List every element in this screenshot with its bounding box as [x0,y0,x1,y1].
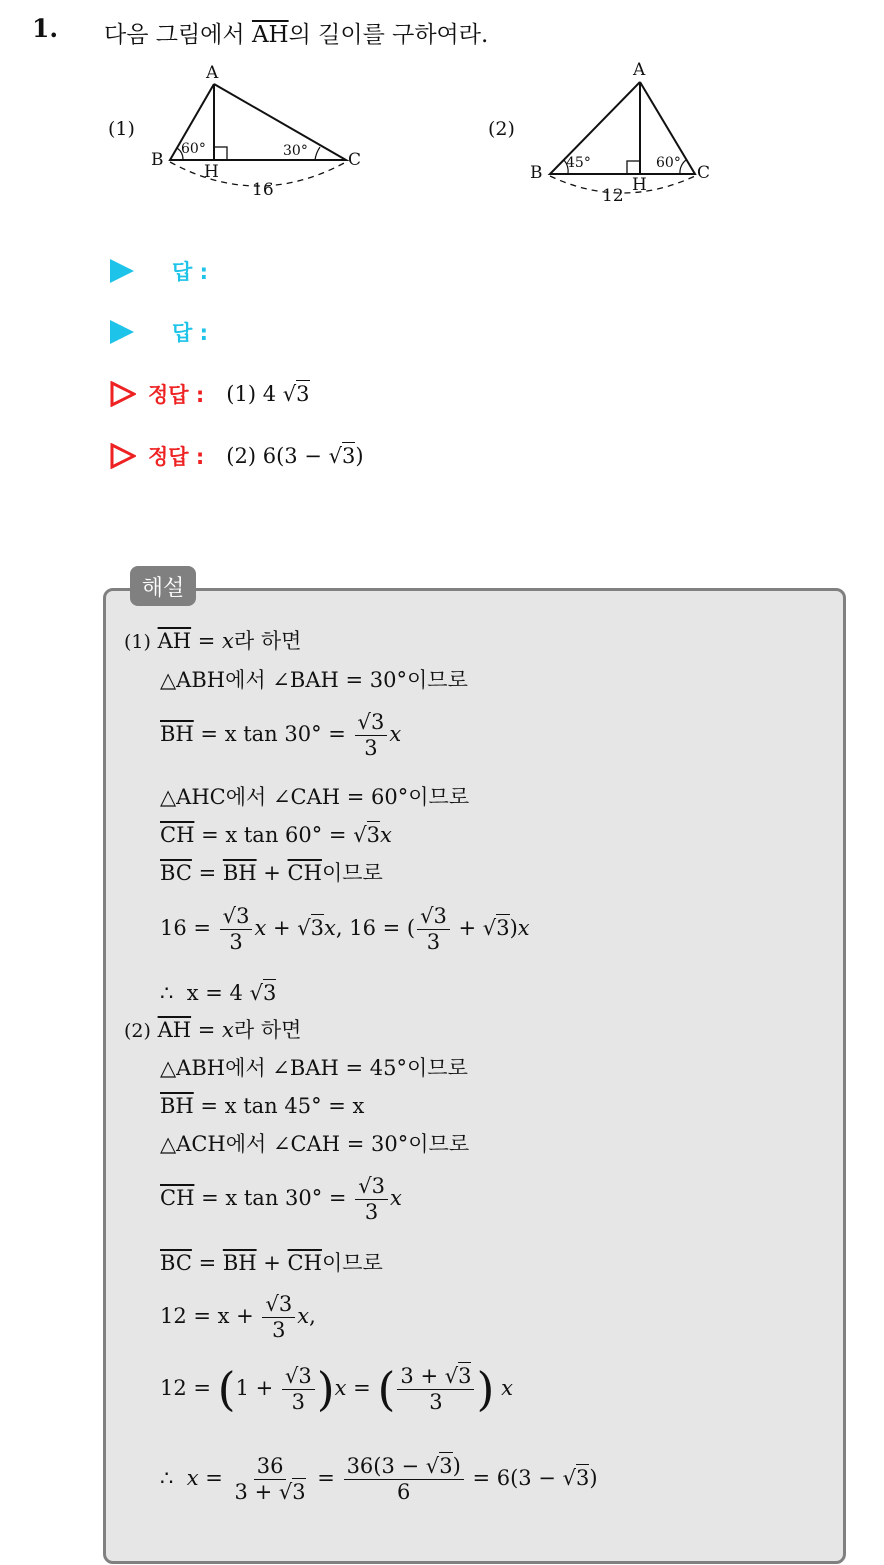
part-label: (2) [124,1020,151,1042]
figure-1-label: (1) [108,118,135,140]
correct-prefix: 4 [262,382,277,406]
equation: = x tan 30° = [193,722,353,746]
therefore: ∴ [160,1466,174,1490]
fraction: $\frac{√3}{3}$ [355,712,388,759]
sol1-line-7: ∴ x = 4 √3 [160,981,277,1005]
segment: $\overline{CH}$ [287,1251,322,1275]
question-number: 1. [32,14,59,43]
segment: $\overline{BH}$ [160,1094,194,1118]
segment: $\overline{BC}$ [160,861,192,885]
angle-b-1: 60° [181,141,206,157]
base-length-1: 16 [252,180,274,200]
radicand: 3 [296,382,310,406]
therefore: ∴ [160,981,174,1005]
equation: 12 = x + [160,1304,261,1328]
denominator: 3 [364,1200,379,1224]
triangle: △ACH [160,1132,226,1156]
fraction: $\frac{36(3 - √3)}{6}$ [344,1456,464,1503]
radicand: 3 [433,904,447,928]
question-text-before: 다음 그림에서 [104,22,245,48]
result: 6(3 − [496,1466,563,1490]
numerator: 36 [254,1456,287,1480]
vertex-a-2: A [633,60,646,80]
outline-triangle-icon [110,381,136,407]
right-angle-mark-2 [627,161,640,174]
angle-b-2: 45° [566,155,591,171]
sol1-line-2: $\overline{BH} = x$ tan 30° = $\frac{√3}{3}$ x [160,710,402,760]
denominator: 3 [429,1390,443,1414]
outline-triangle-icon [110,443,136,469]
radicand: 3 [278,1292,293,1316]
sol2-line-0: (2) $\overline{AH} = x$라 하면 [124,1018,302,1042]
sol1-line-1 [160,670,468,691]
segment: $\overline{CH}$ [287,861,322,885]
vertex-b-1: B [151,150,164,170]
text: 이므로 [408,785,470,809]
angle-c-1: 30° [283,143,308,159]
segment: $\overline{CH}$ [160,1186,195,1210]
fraction: $\frac{36}{3 + √3}$ [234,1454,306,1504]
triangle: △AHC [160,785,226,809]
angle-arc-c-1 [315,147,320,160]
correct-value-1 [226,382,309,406]
triangle: △ABH [160,668,226,692]
play-icon [110,320,134,344]
correct-label: 정답 : [148,445,205,469]
radicand: 3 [310,916,324,940]
sol2-line-8: ∴ x = $\frac{36}{3 + √3}$ = $\frac{36(3 - √3)}{6}$ = 6(3 − √3) [160,1454,598,1504]
segment: $\overline{AH}$ [157,1018,192,1042]
solution-tag: 해설 [130,566,196,606]
vertex-h-2: H [632,175,647,195]
angle-c-2: 60° [656,155,681,171]
segment: $\overline{BC}$ [160,1251,192,1275]
text: 이므로 [321,861,383,885]
answer-row-2 [110,315,208,349]
denominator: 3 + [234,1480,279,1504]
denominator: 3 [229,930,243,954]
correct-value-2 [226,444,363,468]
text: 이므로 [408,1132,470,1156]
text: 라 하면 [233,629,302,653]
radicand: 3 [458,1364,472,1388]
text: 에서 ∠BAH = 30° [225,668,407,692]
sol1-line-3 [160,787,469,808]
correct-part: (1) [226,382,257,406]
radicand: 3 [496,916,510,940]
radicand: 3 [370,710,385,734]
figure-2-label: (2) [488,118,515,140]
sqrt: √3 [282,382,310,406]
angle-arc-c-2 [680,160,686,174]
segment: $\overline{CH}$ [160,823,195,847]
equation: 16 = ( [349,916,416,940]
radicand: 3 [439,1454,453,1478]
text: 이므로 [407,1056,468,1080]
correct-row-1 [110,377,310,411]
sol2-line-3 [160,1134,469,1155]
answer-label: 답 : [172,321,208,345]
radicand: 3 [366,823,380,847]
equation: 16 = [160,916,218,940]
segment-ah: $\overline{AH}$ [251,22,289,48]
sol2-line-2 [160,1096,364,1117]
play-icon [110,259,134,283]
sol1-line-0: (1) $\overline{AH} = x$라 하면 [124,629,302,653]
equation: 12 = [160,1376,218,1400]
vertex-c-1: C [348,150,362,170]
radicand: 3 [298,1364,312,1388]
radicand: 3 [341,444,356,468]
correct-suffix: ) [355,444,364,468]
sol2-line-1 [160,1058,468,1079]
radicand: 3 [292,1480,306,1504]
denominator: 6 [396,1480,411,1504]
denominator: 3 [291,1390,305,1414]
sqrt: √3 [328,444,356,468]
text: 에서 ∠CAH = 60° [225,785,409,809]
right-angle-mark-1 [214,147,227,160]
vertex-b-2: B [530,163,543,183]
triangle: △ABH [160,1056,226,1080]
vertex-c-2: C [697,163,711,183]
answer-label: 답 : [172,260,208,284]
radicand: 3 [575,1466,590,1490]
segment: $\overline{AH}$ [157,629,192,653]
sol2-line-4: $\overline{CH} = x$ tan 30° = $\frac{√3}{3}$ x [160,1174,402,1224]
equation: x = 4 [186,981,243,1005]
vertex-a-1: A [206,63,219,83]
radicand: 3 [236,904,250,928]
segment: $\overline{BH}$ [222,1251,257,1275]
text: 이므로 [407,668,468,692]
correct-prefix: 6(3 − [262,444,322,468]
correct-label: 정답 : [148,383,205,407]
text: 에서 ∠CAH = 30° [225,1132,409,1156]
sol1-line-5: $\overline{BC} = \overline{BH} + \overline{CH}$이므로 [160,861,383,885]
question-text-after: 의 길이를 구하여라. [288,22,489,48]
numerator: 36(3 − [346,1454,426,1478]
correct-part: (2) [226,444,257,468]
radicand: 3 [371,1174,385,1198]
base-length-2: 12 [602,186,624,206]
segment: $\overline{BH}$ [222,861,257,885]
equation: = x tan 30° = [194,1186,354,1210]
denominator: 3 [272,1318,286,1342]
sol1-line-4: $\overline{CH} = x$ tan 60° = √3x [160,823,392,847]
sol2-line-7: 12 = (1 + $\frac{√3}{3}$ )x = ( $\frac{3 + √3}{3}$ ) x [160,1362,513,1417]
text: 이므로 [321,1251,383,1275]
sol2-line-5: $\overline{BC} = \overline{BH} + \overline{CH}$이므로 [160,1251,383,1275]
part-label: (1) [124,631,151,653]
correct-row-2 [110,439,364,473]
denominator: 3 [364,736,378,760]
text: 에서 ∠BAH = 45° [225,1056,407,1080]
sol1-line-6: 16 = $\frac{√3}{3}$ x + √3x, 16 = ( $\frac{√3}{3}$ + √3)x [160,904,530,954]
text: 라 하면 [233,1018,302,1042]
sol2-line-6: 12 = x + $\frac{√3}{3}$ x, [160,1292,316,1342]
answer-row-1 [110,254,208,288]
segment: $\overline{BH}$ [160,722,194,746]
equation: = x tan 45° = x [193,1094,365,1118]
denominator: 3 [426,930,441,954]
equation: = x tan 60° = [194,823,354,847]
question-text [104,16,488,49]
radicand: 3 [262,981,277,1005]
vertex-h-1: H [204,162,219,182]
